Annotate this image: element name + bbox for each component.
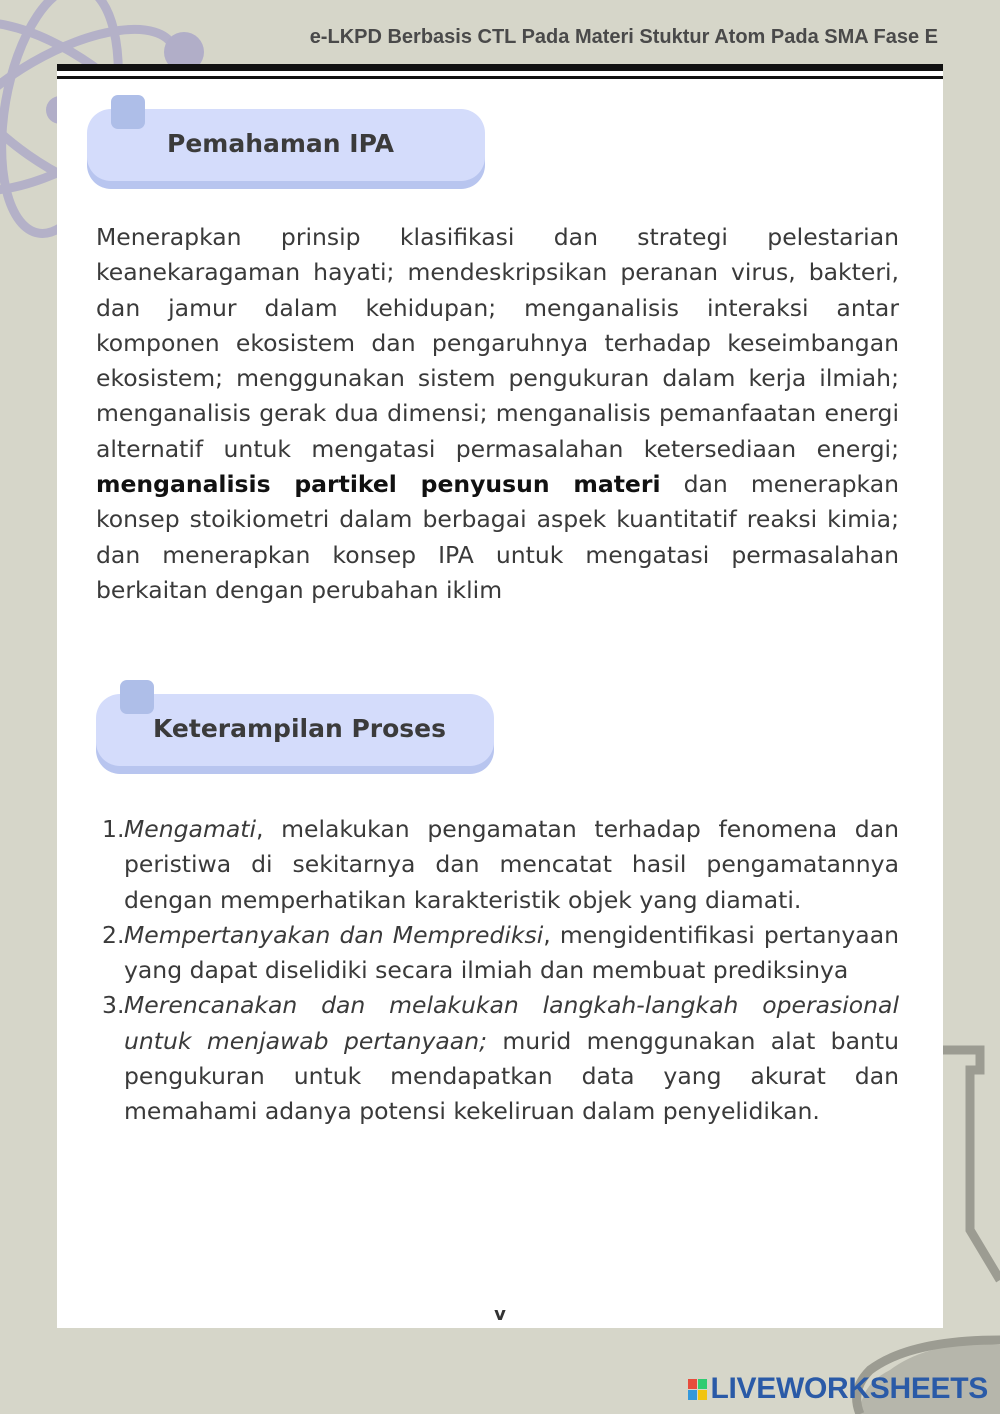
- list-item-italic-term: Merencanakan dan melakukan langkah-langkah operasional untuk menjawab pertanyaan;: [124, 991, 899, 1055]
- list-item: [96, 812, 899, 918]
- list-item: [96, 988, 899, 1129]
- list-item-text: , melakukan pengamatan terhadap fenomena dan peristiwa di sekitarnya dan mencatat hasil pengamatannya dengan memperhatikan karakteristik objek yang diamati.: [124, 815, 899, 914]
- list-item-number: 1.: [102, 815, 125, 843]
- list-item: [96, 918, 899, 989]
- list-item-italic-term: Mengamati: [124, 815, 256, 843]
- page-number: v: [494, 1304, 506, 1325]
- liveworksheets-brand-text: LIVEWORKSHEETS: [710, 1372, 988, 1405]
- list-item-text: murid menggunakan alat bantu pengukuran untuk mendapatkan data yang akurat dan memahami adanya potensi kekeliruan dalam penyelidikan.: [124, 1026, 899, 1126]
- header-rule-thick: [57, 64, 943, 71]
- liveworksheets-logo[interactable]: [688, 1372, 989, 1406]
- list-item-text: , mengidentifikasi pertanyaan yang dapat diselidiki secara ilmiah dan membuat prediksinya: [124, 920, 899, 985]
- section-tag-keterampilan-proses: [96, 694, 494, 766]
- pemahaman-ipa-paragraph: [96, 220, 899, 608]
- section-tag-pemahaman-ipa: [87, 109, 485, 181]
- paragraph-text-bold: menganalisis partikel penyusun materi: [96, 470, 661, 499]
- document-header-title: e-LKPD Berbasis CTL Pada Materi Stuktur Atom Pada SMA Fase E: [309, 26, 938, 48]
- tag-square-icon: [120, 680, 154, 714]
- list-item-number: 3.: [102, 991, 125, 1020]
- paragraph-text-start: Menerapkan prinsip klasifikasi dan strategi pelestarian keanekaragaman hayati; mendeskripsikan peranan virus, bakteri, dan jamur dalam kehidupan; menganalisis interaksi antar komponen ekosistem dan pengaruhnya terhadap keseimbangan ekosistem; menggunakan sistem pengukuran dalam kerja ilmiah; menganalisis gerak dua dimensi; menganalisis pemanfaatan energi alternatif untuk mengatasi permasalahan ketersediaan energi;: [96, 223, 899, 463]
- list-item-number: 2.: [102, 920, 125, 949]
- paragraph-text-end: dan menerapkan konsep stoikiometri dalam berbagai aspek kuantitatif reaksi kimia; dan menerapkan konsep IPA untuk mengatasi permasalahan berkaitan dengan perubahan iklim: [96, 470, 899, 604]
- tag-square-icon: [111, 95, 145, 129]
- section-title: Pemahaman IPA: [167, 129, 394, 158]
- section-title: Keterampilan Proses: [153, 714, 446, 743]
- list-item-italic-term: Mempertanyakan dan Memprediksi: [124, 920, 544, 949]
- header-rule-thin: [57, 76, 943, 79]
- liveworksheets-logo-icon: [688, 1379, 707, 1400]
- worksheet-page: [57, 64, 943, 1328]
- process-skills-list: [96, 812, 899, 1130]
